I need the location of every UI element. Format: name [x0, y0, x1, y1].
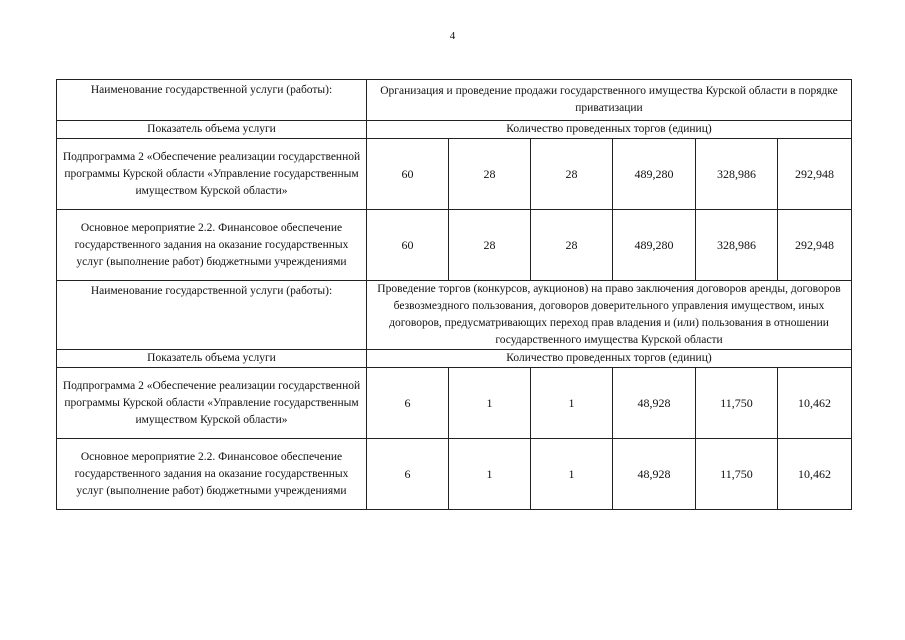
cell-value: 28 [531, 139, 613, 210]
service-table [56, 79, 852, 510]
cell-value: 28 [449, 210, 531, 281]
cell-value: 10,462 [778, 368, 852, 439]
cell-value: 60 [367, 210, 449, 281]
service-name-label: Наименование государственной услуги (работы): [57, 80, 367, 121]
table-row [57, 210, 852, 281]
indicator-row [57, 350, 852, 368]
cell-value: 48,928 [613, 439, 696, 510]
cell-value: 28 [449, 139, 531, 210]
row-label: Основное мероприятие 2.2. Финансовое обеспечение государственного задания на оказание государственных услуг (выполнение работ) бюджетными учреждениями [57, 439, 367, 510]
cell-value: 10,462 [778, 439, 852, 510]
cell-value: 11,750 [696, 368, 778, 439]
cell-value: 1 [531, 439, 613, 510]
cell-value: 6 [367, 368, 449, 439]
cell-value: 11,750 [696, 439, 778, 510]
row-label: Основное мероприятие 2.2. Финансовое обеспечение государственного задания на оказание государственных услуг (выполнение работ) бюджетными учреждениями [57, 210, 367, 281]
indicator-label: Показатель объема услуги [57, 350, 367, 368]
service-name-value: Организация и проведение продажи государственного имущества Курской области в порядке приватизации [367, 80, 852, 121]
service-name-row [57, 281, 852, 350]
row-label: Подпрограмма 2 «Обеспечение реализации государственной программы Курской области «Управление государственным имуществом Курской области» [57, 139, 367, 210]
table-row [57, 368, 852, 439]
cell-value: 1 [449, 368, 531, 439]
indicator-label: Показатель объема услуги [57, 121, 367, 139]
table-row [57, 139, 852, 210]
cell-value: 489,280 [613, 139, 696, 210]
service-name-value: Проведение торгов (конкурсов, аукционов) на право заключения договоров аренды, договоров безвозмездного пользования, договоров доверительного управления имуществом, иных договоров, предусматривающих переход прав владения и (или) пользования в отношении государственного имущества Курской области [367, 281, 852, 350]
cell-value: 328,986 [696, 139, 778, 210]
service-name-row [57, 80, 852, 121]
row-label: Подпрограмма 2 «Обеспечение реализации государственной программы Курской области «Управление государственным имуществом Курской области» [57, 368, 367, 439]
indicator-value: Количество проведенных торгов (единиц) [367, 350, 852, 368]
indicator-row [57, 121, 852, 139]
cell-value: 48,928 [613, 368, 696, 439]
cell-value: 292,948 [778, 210, 852, 281]
cell-value: 28 [531, 210, 613, 281]
page-number: 4 [449, 30, 456, 42]
cell-value: 1 [449, 439, 531, 510]
cell-value: 292,948 [778, 139, 852, 210]
cell-value: 328,986 [696, 210, 778, 281]
cell-value: 1 [531, 368, 613, 439]
cell-value: 489,280 [613, 210, 696, 281]
cell-value: 6 [367, 439, 449, 510]
cell-value: 60 [367, 139, 449, 210]
service-name-label: Наименование государственной услуги (работы): [57, 281, 367, 350]
indicator-value: Количество проведенных торгов (единиц) [367, 121, 852, 139]
table-row [57, 439, 852, 510]
